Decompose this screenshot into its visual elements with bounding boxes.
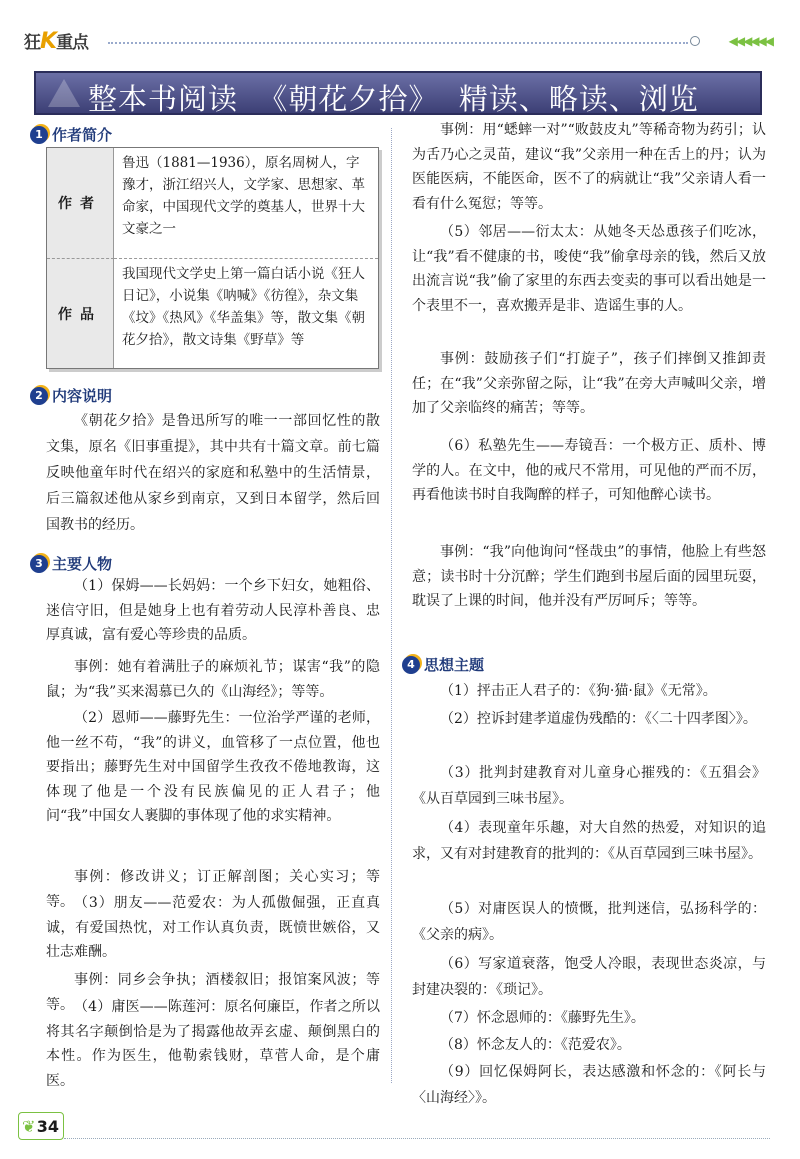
page-number: ❦ 34 <box>18 1112 64 1140</box>
triangle-icon <box>48 79 80 107</box>
section-content-heading <box>30 385 112 406</box>
theme-item: （4）表现童年乐趣，对大自然的热爱，对知识的追求，又有对封建教育的批判的：《从百草园到三味书屋》。 <box>412 820 766 862</box>
character-example: 事例：鼓励孩子们“打旋子”，孩子们摔倒又推卸责任；在“我”父亲弥留之际，让“我”在旁大声喊叫父亲，增加了父亲临终的痛苦；等等。 <box>412 351 766 417</box>
section-number-icon: 2 <box>30 387 48 405</box>
section-number-icon: 1 <box>30 126 48 144</box>
character-paragraph: （6）私塾先生——寿镜吾：一个极方正、质朴、博学的人。在文中，他的戒尺不常用，可见他的严而不厉，再看他读书时自我陶醉的样子，可知他醉心读书。 <box>412 438 766 504</box>
theme-item: （5）对庸医误人的愤慨，批判迷信，弘扬科学的：《父亲的病》。 <box>412 901 766 943</box>
theme-item: （3）批判封建教育对儿童身心摧残的：《五猖会》《从百草园到三味书屋》。 <box>412 765 766 807</box>
section-characters-heading <box>30 553 112 574</box>
section-title: 思想主题 <box>424 656 485 674</box>
header-dotted-line <box>108 42 688 44</box>
author-label: 作者 <box>47 148 114 258</box>
character-paragraph: （2）恩师——藤野先生：一位治学严谨的老师，他一丝不苟，“我”的讲义，血管移了一点位置，他也要指出；藤野先生对中国留学生孜孜不倦地教诲，这体现了他是一个没有民族偏见的正人君子；他问“我”中国女人裹脚的事体现了他的求实精神。 <box>46 710 380 825</box>
section-title: 作者简介 <box>52 126 113 144</box>
page-title: 整本书阅读 《朝花夕拾》 精读、略读、浏览 <box>88 82 699 115</box>
circle-icon <box>690 36 700 46</box>
section-author-heading <box>30 124 112 145</box>
author-text: 鲁迅（1881—1936），原名周树人，字豫才，浙江绍兴人，文学家、思想家、革命家，中国现代文学的奠基人，世界十大文豪之一 <box>122 155 365 237</box>
theme-item: （7）怀念恩师的：《藤野先生》。 <box>440 1010 645 1026</box>
brand-logo: 狂K重点 <box>24 29 89 54</box>
section-title: 主要人物 <box>52 555 113 573</box>
character-example: 事例：她有着满肚子的麻烦礼节；谋害“我”的隐鼠；为“我”买来渴慕已久的《山海经》；等等。 <box>46 659 380 700</box>
works-text: 我国现代文学史上第一篇白话小说《狂人日记》，小说集《呐喊》《彷徨》，杂文集《坟》《热风》《华盖集》等，散文集《朝花夕拾》，散文诗集《野草》等 <box>114 258 378 368</box>
footer-dotted-line <box>64 1138 770 1139</box>
arrows-icon: ◀◀◀◀◀◀ <box>728 34 772 48</box>
section-themes-heading <box>402 654 484 675</box>
section-number-icon: 4 <box>402 656 420 674</box>
section-number-icon: 3 <box>30 555 48 573</box>
character-paragraph: （4）庸医——陈莲河：原名何廉臣，作者之所以将其名字颠倒恰是为了揭露他故弄玄虚、颠倒黑白的本性。作为医生，他勒索钱财，草菅人命，是个庸医。 <box>46 999 380 1089</box>
leaf-icon: ❦ <box>22 1117 36 1136</box>
content-description: 《朝花夕拾》是鲁迅所写的唯一一部回忆性的散文集，原名《旧事重提》，其中共有十篇文章。前七篇反映他童年时代在绍兴的家庭和私塾中的生活情景，后三篇叙述他从家乡到南京，又到日本留学，然后回国教书的经历。 <box>46 413 380 533</box>
character-example: 事例：修改讲义；订正解剖图；关心实习；等等。 <box>46 869 380 910</box>
theme-item: （9）回忆保姆阿长，表达感激和怀念的：《阿长与〈山海经〉》。 <box>412 1064 766 1106</box>
character-paragraph: （1）保姆——长妈妈：一个乡下妇女，她粗俗、迷信守旧，但是她身上也有着劳动人民淳朴善良、忠厚真诚，富有爱心等珍贵的品质。 <box>46 578 380 644</box>
character-example: 事例：同乡会争执；酒楼叙旧；报馆案风波；等等。 <box>46 972 380 1013</box>
author-table <box>46 147 379 369</box>
section-title: 内容说明 <box>52 387 113 405</box>
character-example: 事例：“我”向他询问“怪哉虫”的事情，他脸上有些怒意；读书时十分沉醉；学生们跑到书屋后面的园里玩耍，耽误了上课的时间，他并没有严厉呵斥；等等。 <box>412 544 766 610</box>
theme-item: （8）怀念友人的：《范爱农》。 <box>440 1037 631 1053</box>
theme-item: （1）抨击正人君子的：《狗·猫·鼠》《无常》。 <box>440 683 717 699</box>
character-example: 事例：用“蟋蟀一对”“败鼓皮丸”等稀奇物为药引；认为舌乃心之灵苗，建议“我”父亲用一种在舌上的丹；认为医能医病，不能医命，医不了的病就让“我”父亲请人看一看有什么冤愆；等等。 <box>412 122 766 212</box>
title-banner <box>34 71 762 115</box>
theme-item: （2）控诉封建孝道虚伪残酷的：《〈二十四孝图〉》。 <box>440 711 757 727</box>
theme-item: （6）写家道衰落，饱受人冷眼，表现世态炎凉，与封建决裂的：《琐记》。 <box>412 956 766 998</box>
character-paragraph: （5）邻居——衍太太：从她冬天怂恿孩子们吃冰，让“我”看不健康的书，唆使“我”偷拿母亲的钱，然后又放出流言说“我”偷了家里的东西去变卖的事可以看出她是一个表里不一，喜欢搬弄是非、造谣生事的人。 <box>412 224 766 314</box>
character-paragraph: （3）朋友——范爱农：为人孤傲倔强，正直真诚，有爱国热忱，对工作认真负责，既愤世嫉俗，又壮志难酬。 <box>46 895 380 961</box>
column-divider <box>391 128 392 1083</box>
works-label: 作品 <box>47 258 114 368</box>
